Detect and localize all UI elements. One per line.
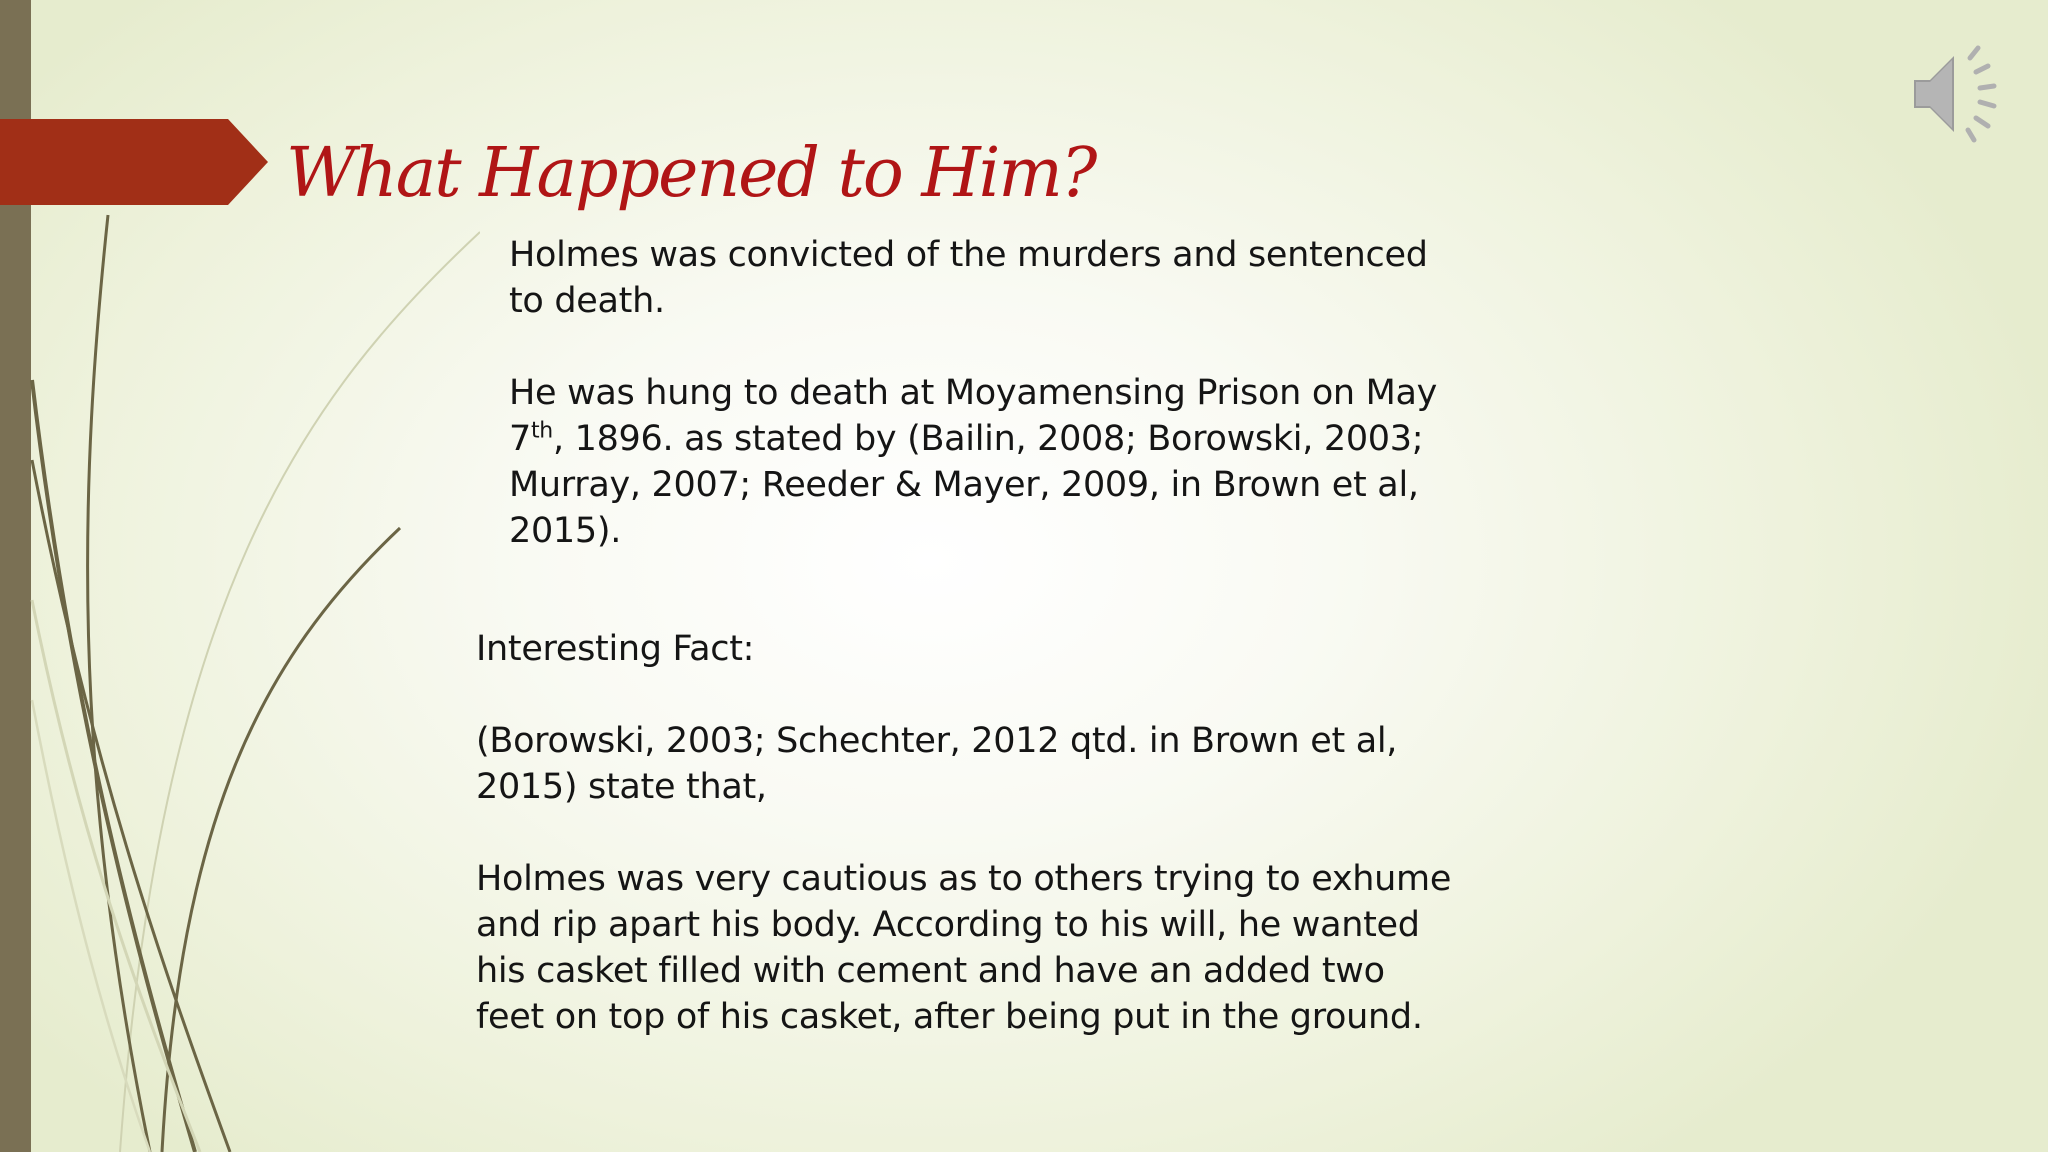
title-banner-arrow <box>0 119 272 205</box>
stem-tall-1 <box>88 215 150 1152</box>
execution-text-end: , 1896. as stated by (Bailin, 2008; Borowski, 2003; Murray, 2007; Reeder & Mayer, 2009, in Brown et al, 2015). <box>509 419 1424 551</box>
stem-pale-1 <box>32 600 200 1152</box>
speaker-volume-icon[interactable] <box>1908 44 2012 144</box>
fact-body: Holmes was very cautious as to others trying to exhume and rip apart his body. According to his will, he wanted his casket filled with cement and have an added two feet on top of his casket, after being put in the ground. <box>476 859 1452 1037</box>
execution-text-start: He was hung to death at Moyamensing Prison on May 7 <box>509 373 1438 459</box>
paragraph-execution <box>509 370 1439 554</box>
fact-heading: Interesting Fact: <box>476 629 755 669</box>
paragraph-conviction: Holmes was convicted of the murders and sentenced to death. <box>509 235 1428 321</box>
ordinal-suffix: th <box>530 418 553 444</box>
slide-title: What Happened to Him? <box>286 134 1096 213</box>
fact-citation: (Borowski, 2003; Schechter, 2012 qtd. in Brown et al, 2015) state that, <box>476 721 1398 807</box>
